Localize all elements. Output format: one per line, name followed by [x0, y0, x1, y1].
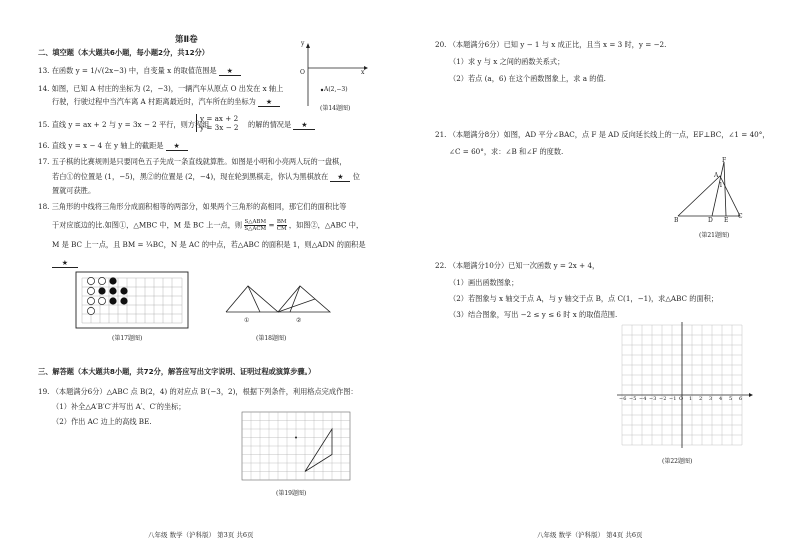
q14-axis-y-label: y — [301, 40, 305, 47]
q21-label-c: C — [738, 213, 743, 220]
black-stone — [98, 287, 105, 294]
q22-x-tick-label: −6 — [619, 396, 627, 402]
q14-axis-x-label: x — [361, 69, 365, 76]
y-axis-arrow — [306, 43, 310, 48]
q14-fig-caption: (第14题图) — [320, 105, 351, 112]
question-16: 16. 直线 y = x − 4 在 y 轴上的截距是 ★ — [38, 141, 188, 151]
q22-x-tick-label: 4 — [719, 396, 723, 402]
answer-blank: ★ — [166, 141, 188, 151]
section2-heading: 二、填空题（本大题共6小题，每小题2分，共12分） — [38, 48, 209, 57]
answer-blank: ★ — [293, 120, 315, 130]
triangle — [226, 286, 278, 312]
q17-figure — [76, 272, 188, 330]
q22-x-tick-label: 3 — [709, 396, 713, 402]
question-14-line1: 14. 如图，已知 A 村庄的坐标为 (2，−3)，一辆汽车从原点 O 出发在 x 轴上 — [38, 84, 284, 93]
right-page — [397, 0, 794, 545]
q19-grid-figure — [242, 412, 352, 482]
q22-x-tick-label: 1 — [689, 396, 693, 402]
question-21-line1: 21. （本题满分8分）如图，AD 平分∠BAC，点 F 是 AD 反向延长线上的一点，EF⊥BC，∠1 = 40°， — [435, 130, 770, 139]
q14-origin-label: O — [300, 69, 305, 76]
black-stone — [109, 287, 116, 294]
q22-x-tick-label: −5 — [629, 396, 637, 402]
question-14-line2: 行驶，行驶过程中当汽车离 A 村距离最近时，汽车所在的坐标为 ★ — [52, 97, 280, 107]
q22-x-tick-label: −2 — [659, 396, 667, 402]
q22-x-tick-label: −1 — [669, 396, 677, 402]
right-footer: 八年级 数学（沪科版） 第4页 共6页 — [537, 531, 643, 539]
q18-fig-caption: (第18题图) — [256, 335, 287, 342]
question-17-line2: 若白①的位置是 (1，−5)，黑②的位置是 (2，−4)，现在轮到黑棋走，你认为黑棋放在 ★ 位 — [52, 172, 360, 181]
question-22-line1: 22. （本题满分10分）已知一次函数 y = 2x + 4， — [435, 261, 600, 270]
segment-am — [290, 286, 300, 312]
answer-blank: ★ — [52, 258, 78, 268]
q18-fig2-label: ② — [296, 317, 302, 324]
q21-label-e: E — [724, 217, 729, 224]
q18-figure-2 — [274, 282, 334, 322]
white-stone — [87, 287, 94, 294]
question-18-line1: 18. 三角形的中线将三角形分成面积相等的两部分，如果两个三角形的高相同，那它们的面积比等 — [38, 202, 347, 211]
q14-point-label: A(2,−3) — [324, 86, 348, 93]
q22-x-tick-label: 6 — [739, 396, 743, 402]
question-18-line3: M 是 BC 上一点，且 BM = ¼BC，N 是 AC 的中点，若△ABC 的面积是 1，则△ADN 的面积是 — [52, 240, 366, 249]
q22-fig-caption: (第22题图) — [662, 458, 693, 465]
question-20-line3: （2）若点 (a，6) 在这个函数图象上，求 a 的值. — [449, 74, 606, 83]
white-stone — [98, 277, 105, 284]
q15-tail: 的解的情况是 ★ — [248, 120, 315, 130]
black-stone — [120, 287, 127, 294]
volume-title: 第Ⅱ卷 — [175, 35, 198, 45]
white-stone — [87, 297, 94, 304]
q22-grid-figure — [617, 322, 757, 450]
question-18-line2: 于对应底边的比.如图①，△MBC 中，M 是 BC 上一点，则 S△ABM S△ACM = $\frac{BM}{CM}$ ，如图②，△ABC 中， — [52, 219, 364, 232]
q18-fig1-label: ① — [244, 317, 250, 324]
question-19-line2: （1）补全△A′B′C′并写出 A′、C′的坐标； — [52, 402, 186, 411]
q21-fig-caption: (第21题图) — [699, 232, 730, 239]
q18-fraction-2: $\frac{BM}{CM}$ — [276, 219, 287, 232]
answer-blank: ★ — [330, 172, 350, 182]
q21-label-f: F — [722, 157, 727, 164]
answer-blank: ★ — [258, 97, 280, 107]
q22-x-tick-label: 2 — [699, 396, 703, 402]
median — [248, 286, 260, 312]
section3-heading: 三、解答题（本大题共8小题，共72分，解答应写出文字说明、证明过程或演算步骤。） — [38, 367, 316, 376]
q22-x-tick-label: −4 — [639, 396, 647, 402]
black-stone — [109, 277, 116, 284]
white-stone — [87, 307, 94, 314]
q21-label-1: 1 — [719, 182, 723, 189]
question-22-line2: （1）画出函数图象； — [449, 278, 519, 287]
question-19-line1: 19. （本题满分6分）△ABC 点 B(2，4) 的对应点 B′(−3，2)，根据下列条件，利用格点完成作图： — [38, 387, 358, 396]
x-axis-arrow — [364, 66, 368, 70]
q14-figure — [298, 42, 368, 112]
question-15: 15. 直线 y = ax + 2 与 y = 3x − 2 平行，则方程组 — [38, 120, 210, 129]
q22-x-tick-label: 5 — [729, 396, 733, 402]
q18-figure-1 — [222, 282, 282, 322]
q17-fig-caption: (第17题图) — [112, 335, 143, 342]
left-footer: 八年级 数学（沪科版） 第3页 共6页 — [148, 531, 254, 539]
q22-x-tick-label: −3 — [649, 396, 657, 402]
q21-label-a: A — [714, 172, 719, 179]
question-13: 13. 在函数 y = 1/√(2x−3) 中，自变量 x 的取值范围是 ★ — [38, 66, 241, 76]
black-stone — [120, 297, 127, 304]
answer-blank: ★ — [219, 66, 241, 76]
q18-answer — [52, 258, 78, 268]
line-fe — [724, 162, 726, 216]
question-22-line3: （2）若图象与 x 轴交于点 A，与 y 轴交于点 B，点 C(1，−1)，求△ABC 的面积； — [449, 294, 719, 303]
black-stone — [109, 297, 116, 304]
line-fd — [712, 162, 724, 216]
white-stone — [98, 297, 105, 304]
question-21-line2: ∠C = 60°，求：∠B 和∠F 的度数. — [449, 147, 564, 156]
q22-x-tick-label: O — [679, 396, 684, 402]
question-17-line3: 置就可获胜。 — [52, 186, 96, 195]
question-22-line4: （3）结合图象，写出 −2 ≤ y ≤ 6 时 x 的取值范围. — [449, 310, 618, 319]
question-20-line1: 20. （本题满分6分）已知 y − 1 与 x 成正比，且当 x = 3 时，y = −2. — [435, 40, 667, 49]
x-axis-arrow — [749, 393, 753, 397]
white-stone — [87, 277, 94, 284]
q21-label-b: B — [674, 217, 679, 224]
q15-equation-system: y = ax + 2 y = 3x − 2 — [196, 114, 238, 132]
question-17-line1: 17. 五子棋的比赛规则是只要同色五子先成一条直线就算胜。如图是小明和小亮两人玩的一盘棋， — [38, 157, 347, 166]
triangle — [278, 286, 330, 312]
q19-fig-caption: (第19题图) — [276, 490, 307, 497]
triangle-abc — [678, 176, 740, 216]
question-20-line2: （1）求 y 与 x 之间的函数关系式； — [449, 57, 565, 66]
point-a — [321, 89, 323, 91]
question-19-line3: （2）作出 AC 边上的高线 BE. — [52, 417, 152, 426]
point-b-prime — [295, 437, 297, 439]
q18-fraction-1: S△ABM S△ACM — [244, 219, 267, 232]
q21-label-d: D — [708, 217, 713, 224]
